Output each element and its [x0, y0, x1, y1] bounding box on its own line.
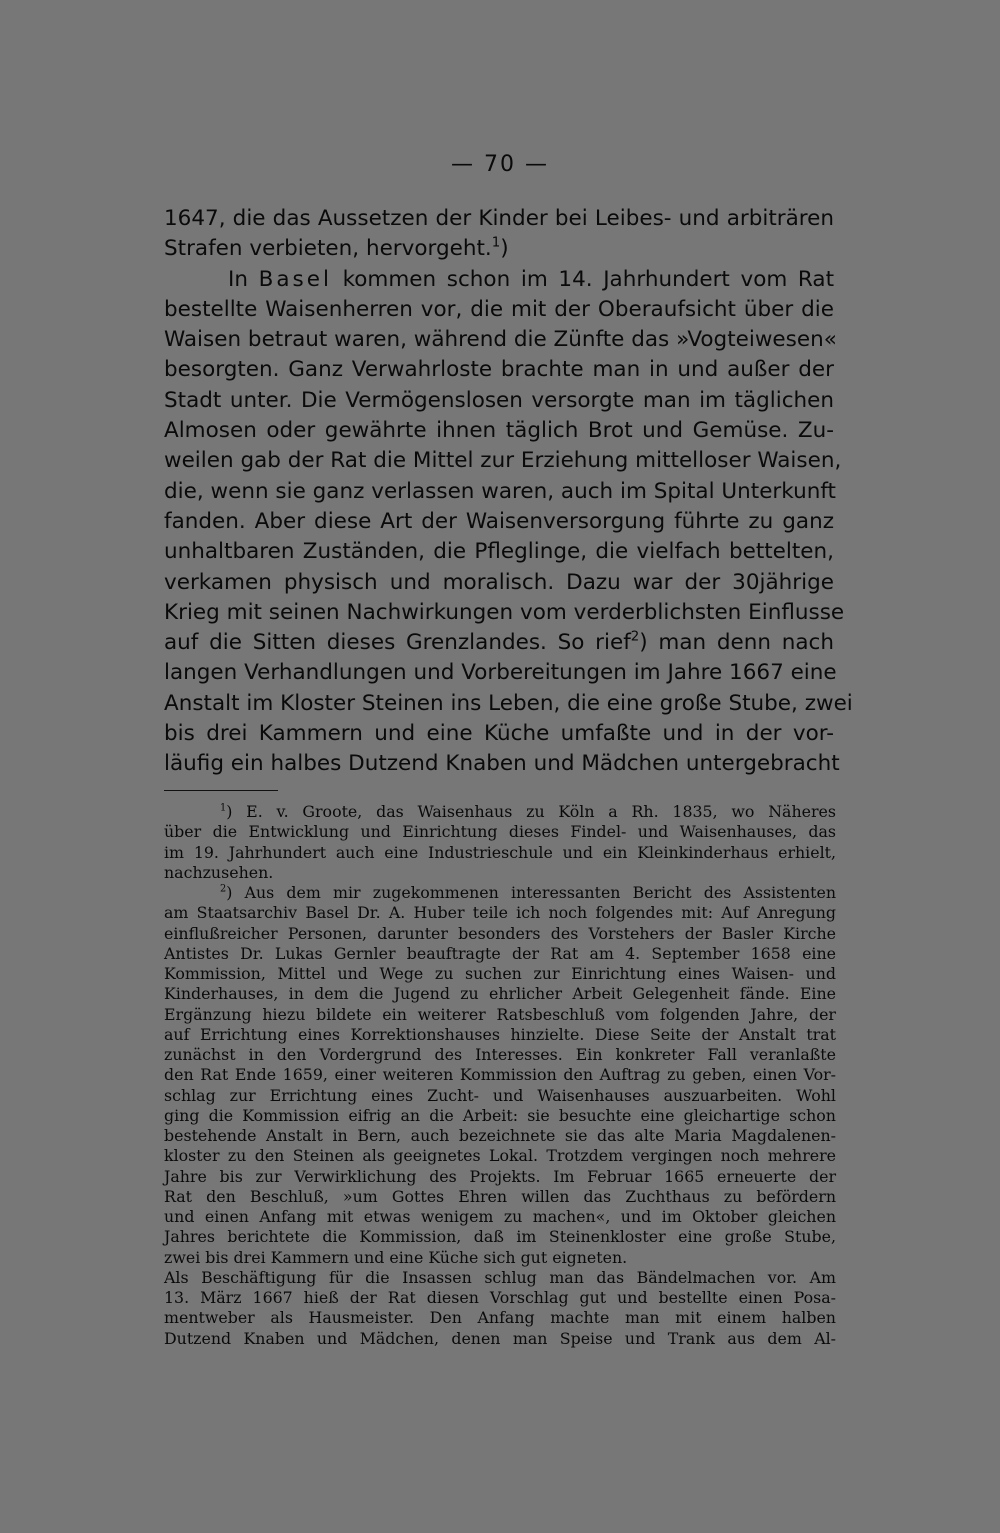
footnote-line: Kommission, Mittel und Wege zu suchen zur Einrichtung eines Waisen- und — [164, 964, 836, 983]
emphasized-place-name: Basel — [258, 266, 332, 292]
text-line: weilen gab der Rat die Mittel zur Erziehung mittelloser Waisen, — [164, 448, 842, 474]
footnote-line: kloster zu den Steinen als geeignetes Lokal. Trotzdem vergingen noch mehrere — [164, 1146, 836, 1166]
footnote-line: mentweber als Hausmeister. Den Anfang machte man mit einem halben — [164, 1308, 836, 1328]
footnote-line: über die Entwicklung und Einrichtung dieses Findel- und Waisenhauses, das — [164, 822, 836, 842]
text-line — [164, 265, 834, 295]
text-line: Waisen betraut waren, während die Zünfte das »Vogteiwesen« — [164, 327, 837, 353]
footnote-line: Ergänzung hiezu bildete ein weiterer Ratsbeschluß vom folgenden Jahre, der — [164, 1004, 836, 1024]
text-line: verkamen physisch und moralisch. Dazu war der 30jährige — [164, 569, 834, 595]
footnote-line: bestehende Anstalt in Bern, auch bezeichnete sie das alte Maria Magdalenen- — [164, 1126, 836, 1145]
footnote-line: auf Errichtung eines Korrektionshauses hinzielte. Diese Seite der Anstalt trat — [164, 1024, 836, 1044]
footnote-line: den Rat Ende 1659, einer weiteren Kommission den Auftrag zu geben, einen Vor- — [164, 1065, 836, 1085]
footnote-line: zwei bis drei Kammern und eine Küche sich gut eigneten. — [164, 1247, 628, 1267]
text-line: Almosen oder gewährte ihnen täglich Brot und Gemüse. Zu- — [164, 418, 834, 444]
text-fragment: ) man denn nach — [639, 630, 834, 656]
footnote-line — [164, 883, 836, 903]
text-line: fanden. Aber diese Art der Waisenversorgung führte zu ganz — [164, 508, 834, 534]
footnote-line: und einen Anfang mit etwas wenigem zu machen«, und im Oktober gleichen — [164, 1207, 836, 1226]
footnote-line: Dutzend Knaben und Mädchen, denen man Speise und Trank aus dem Al- — [164, 1328, 836, 1348]
main-text-block — [164, 204, 853, 780]
footnote-line: einflußreicher Personen, darunter besonders des Vorstehers der Basler Kirche — [164, 923, 836, 943]
footnotes-block — [164, 802, 836, 1349]
footnote-marker: 2 — [220, 883, 227, 895]
footnote-reference: 2 — [630, 629, 640, 645]
footnote-line: Rat den Beschluß, »um Gottes Ehren willen das Zuchthaus zu befördern — [164, 1186, 836, 1206]
text-line: bestellte Waisenherren vor, die mit der Oberaufsicht über die — [164, 296, 834, 322]
footnote-line: 13. März 1667 hieß der Rat diesen Vorschlag gut und bestellte einen Posa- — [164, 1288, 836, 1307]
text-line: bis drei Kammern und eine Küche umfaßte und in der vor- — [164, 721, 834, 747]
text-fragment: In — [228, 266, 259, 292]
text-line: 1647, die das Aussetzen der Kinder bei Leibes- und arbiträren — [164, 206, 834, 231]
footnote-line: am Staatsarchiv Basel Dr. A. Huber teile ich noch folgendes mit: Auf Anregung — [164, 903, 836, 923]
text-line: läufig ein halbes Dutzend Knaben und Mädchen untergebracht — [164, 751, 840, 777]
text-fragment: auf die Sitten dieses Grenzlandes. So rief — [164, 630, 631, 656]
footnote-line — [164, 802, 836, 822]
footnote-line: schlag zur Errichtung eines Zucht- und Waisenhauses auszuarbeiten. Wohl — [164, 1085, 836, 1105]
text-line: Stadt unter. Die Vermögenslosen versorgte man im täglichen — [164, 387, 834, 413]
footnote-line: Jahre bis zur Verwirklichung des Projekts. Im Februar 1665 erneuerte der — [164, 1166, 836, 1186]
text-fragment: kommen schon im 14. Jahrhundert vom Rat — [331, 266, 834, 292]
footnote-separator — [164, 790, 278, 791]
text-line: Anstalt im Kloster Steinen ins Leben, die eine große Stube, zwei — [164, 690, 853, 716]
footnote-line: nachzusehen. — [164, 862, 274, 882]
text-line: die, wenn sie ganz verlassen waren, auch im Spital Unterkunft — [164, 478, 836, 504]
footnote-marker: 1 — [220, 802, 227, 814]
footnote-line: Kinderhauses, in dem die Jugend zu ehrlicher Arbeit Gelegenheit fände. Eine — [164, 984, 836, 1004]
footnote-line: Antistes Dr. Lukas Gernler beauftragte der Rat am 4. September 1658 eine — [164, 943, 836, 963]
text-fragment: ) E. v. Groote, das Waisenhaus zu Köln a Rh. 1835, wo Näheres — [226, 802, 836, 821]
text-fragment: ) — [500, 236, 509, 262]
footnote-line: Jahres berichtete die Kommission, daß im Steinenkloster eine große Stube, — [164, 1227, 836, 1247]
text-line — [164, 234, 834, 264]
footnote-line: im 19. Jahrhundert auch eine Industrieschule und ein Kleinkinderhaus erhielt, — [164, 842, 836, 862]
text-fragment: ) Aus dem mir zugekommenen interessanten Bericht des Assistenten — [226, 883, 836, 902]
page-number: — 70 — — [451, 152, 549, 177]
footnote-reference: 1 — [491, 235, 501, 251]
text-line: Krieg mit seinen Nachwirkungen vom verderblichsten Einflusse — [164, 599, 845, 625]
footnote-line: Als Beschäftigung für die Insassen schlug man das Bändelmachen vor. Am — [164, 1267, 836, 1287]
text-line: besorgten. Ganz Verwahrloste brachte man in und außer der — [164, 357, 834, 383]
text-line: langen Verhandlungen und Vorbereitungen im Jahre 1667 eine — [164, 660, 837, 686]
footnote-line: ging die Kommission eifrig an die Arbeit: sie besuchte eine gleichartige schon — [164, 1105, 836, 1125]
text-line: unhaltbaren Zuständen, die Pflеglinge, die vielfach bettelten, — [164, 539, 834, 565]
footnote-line: zunächst in den Vordergrund des Interesses. Ein konkreter Fall veranlaßte — [164, 1045, 836, 1064]
text-fragment: Strafen verbieten, hervorgeht. — [164, 236, 492, 262]
text-line — [164, 628, 834, 658]
